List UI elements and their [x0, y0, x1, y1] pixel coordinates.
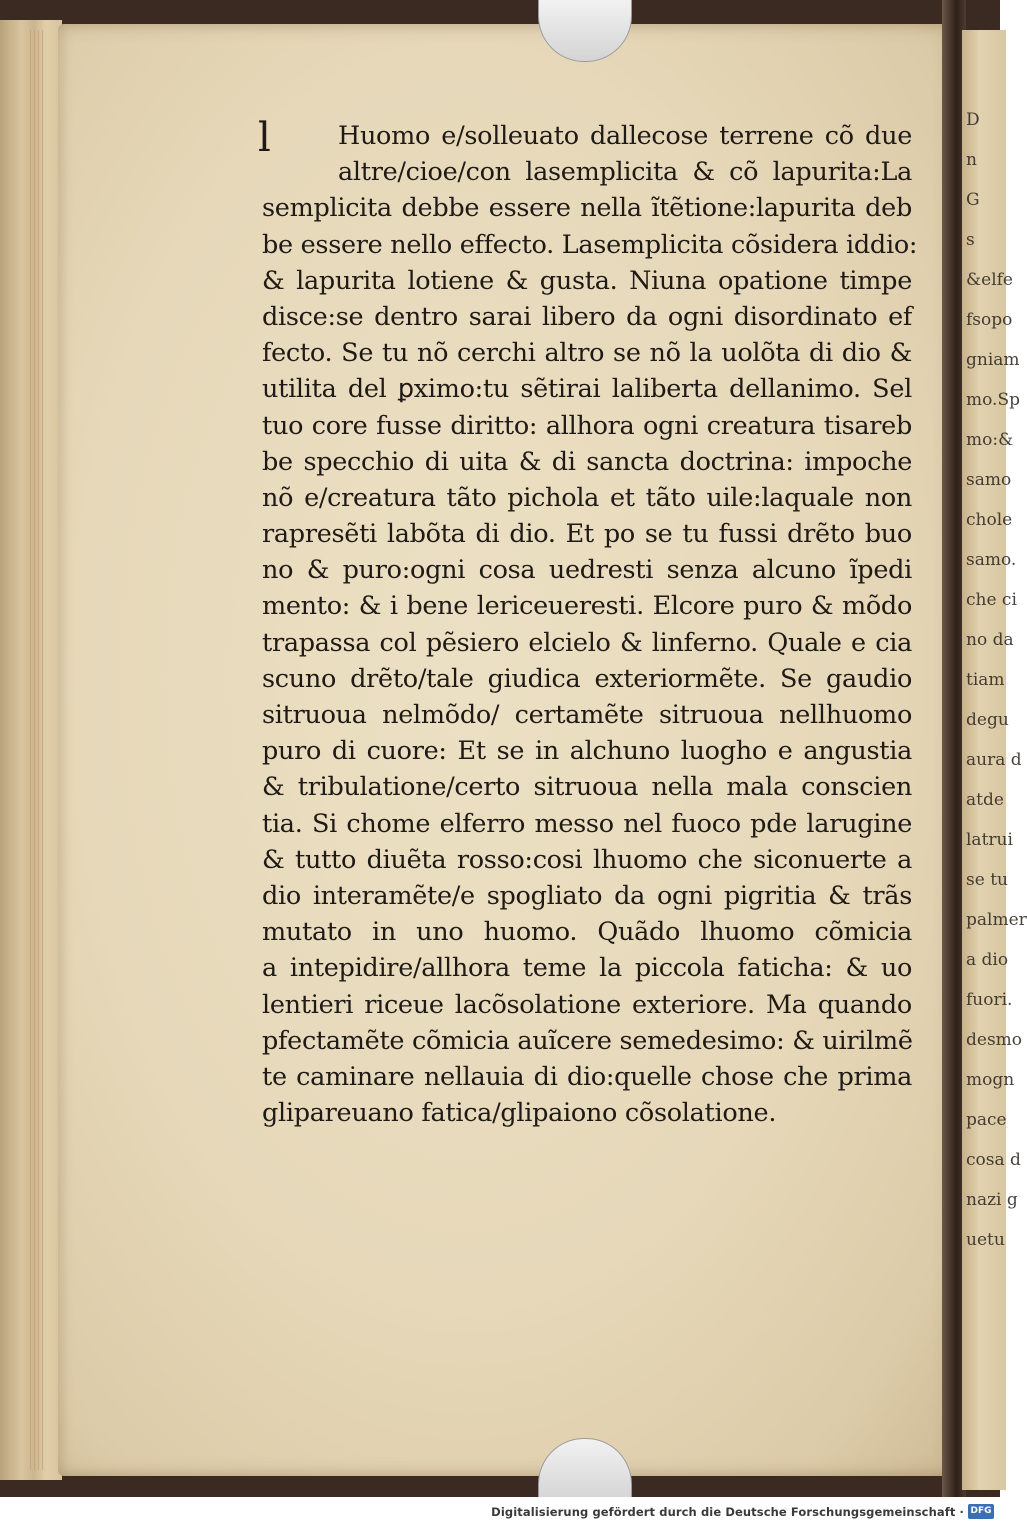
text-line: te caminare nellauia di dio:quelle chose che prima	[262, 1061, 912, 1092]
facing-page-fragment: fuori.	[966, 990, 1013, 1010]
facing-page-fragment: D	[966, 110, 980, 130]
facing-page-fragment: degu	[966, 710, 1009, 730]
text-line: tuo core fusse diritto: allhora ogni creatura tisareb	[262, 410, 912, 441]
facing-page-fragment: uetu	[966, 1230, 1005, 1250]
text-line: dio interamẽte/e spogliato da ogni pigritia & trãs	[262, 880, 912, 911]
footer-bar	[0, 1497, 1000, 1527]
text-line: & tribulatione/certo sitruoua nella mala conscien	[262, 772, 912, 803]
facing-page-fragment: pace	[966, 1110, 1007, 1130]
facing-page-fragment: latrui	[966, 830, 1013, 850]
text-line: no & puro:ogni cosa uedresti senza alcuno ĩpedi	[262, 555, 912, 586]
text-line: mento: & i bene lericeueresti. Elcore puro & mõdo	[262, 591, 912, 622]
facing-page-fragment: nazi g	[966, 1190, 1018, 1210]
facing-page-fragment: se tu	[966, 870, 1008, 890]
text-line: sitruoua nelmõdo/ certamẽte sitruoua nellhuomo	[262, 700, 912, 730]
facing-page-fragment: aura d	[966, 750, 1022, 770]
text-line: be specchio di uita & di sancta doctrina: impoche	[262, 446, 912, 477]
text-line: a intepidire/allhora teme la piccola faticha: & uo	[262, 953, 912, 984]
text-line: scuno drẽto/tale giudica exteriormẽte. Se gaudio	[262, 663, 912, 694]
text-line: utilita del ꝑximo:tu sẽtirai laliberta dellanimo. Sel	[262, 374, 912, 405]
facing-page-fragment: mo.Sp	[966, 390, 1020, 410]
facing-page-fragment: samo	[966, 470, 1012, 490]
facing-page-fragment: chole	[966, 510, 1013, 530]
facing-page-fragment: no da	[966, 630, 1014, 650]
facing-page-fragment: G	[966, 190, 980, 210]
page-text-block	[258, 115, 918, 1131]
text-line: disce:se dentro sarai libero da ogni disordinato ef	[262, 301, 912, 332]
facing-page-fragment: s	[966, 230, 975, 250]
text-line: glipareuano fatica/glipaiono cõsolatione.	[262, 1098, 777, 1129]
initial-letter: l	[258, 115, 271, 161]
text-line: nõ e/creatura tãto pichola et tãto uile:laquale non	[262, 482, 912, 513]
facing-page-fragment: desmo	[966, 1030, 1023, 1050]
text-line: & lapurita lotiene & gusta. Niuna opatione timpe	[262, 265, 912, 296]
left-page-edges	[0, 20, 62, 1480]
facing-page-fragment: gniam	[966, 350, 1020, 370]
facing-page-fragment: palmer	[966, 910, 1027, 930]
text-line: be essere nello effecto. Lasemplicita cõsidera iddio:	[262, 229, 918, 260]
text-line: semplicita debbe essere nella ĩtẽtione:lapurita deb	[262, 193, 912, 224]
funding-credit: Digitalisierung gefördert durch die Deutsche Forschungsgemeinschaft ·	[491, 1505, 964, 1519]
text-lines	[262, 118, 918, 1131]
facing-page-fragment: fsopo	[966, 310, 1013, 330]
facing-page-fragment: samo.	[966, 550, 1017, 570]
text-line: mutato in uno huomo. Quãdo lhuomo cõmicia	[262, 917, 912, 948]
text-line: & tutto diuẽta rosso:cosi lhuomo che siconuerte a	[262, 844, 912, 875]
facing-page-fragment: atde	[966, 790, 1004, 810]
facing-page-fragment: a dio	[966, 950, 1009, 970]
text-line: altre/cioe/con lasemplicita & cõ lapurita:La	[338, 157, 912, 188]
facing-page-fragment: mo:&	[966, 430, 1014, 450]
facing-page-fragment: n	[966, 150, 977, 170]
text-line: puro di cuore: Et se in alchuno luogho e angustia	[262, 736, 912, 767]
text-line: lentieri riceue lacõsolatione exteriore. Ma quando	[262, 989, 912, 1020]
text-line: tia. Si chome elferro messo nel fuoco pde larugine	[262, 808, 912, 839]
text-line: fecto. Se tu nõ cerchi altro se nõ la uolõta di dio &	[262, 338, 912, 369]
facing-page-fragment: tiam	[966, 670, 1005, 690]
text-line: trapassa col pẽsiero elcielo & linferno. Quale e cia	[262, 627, 912, 658]
facing-page-strip	[962, 30, 1027, 1490]
page-edge-lines	[30, 30, 44, 1470]
facing-page-fragment: che ci	[966, 590, 1017, 610]
dfg-logo: DFG	[968, 1504, 994, 1519]
text-line: pfectamẽte cõmicia auĩcere semedesimo: & uirilmẽ	[262, 1025, 913, 1056]
text-line: rapresẽti labõta di dio. Et po se tu fussi drẽto buo	[262, 519, 912, 550]
facing-page-fragment: mogn	[966, 1070, 1015, 1090]
text-line: Huomo e/solleuato dallecose terrene cõ due	[338, 121, 912, 151]
facing-page-fragment: &elfe	[966, 270, 1013, 290]
facing-page-fragment: cosa d	[966, 1150, 1021, 1170]
